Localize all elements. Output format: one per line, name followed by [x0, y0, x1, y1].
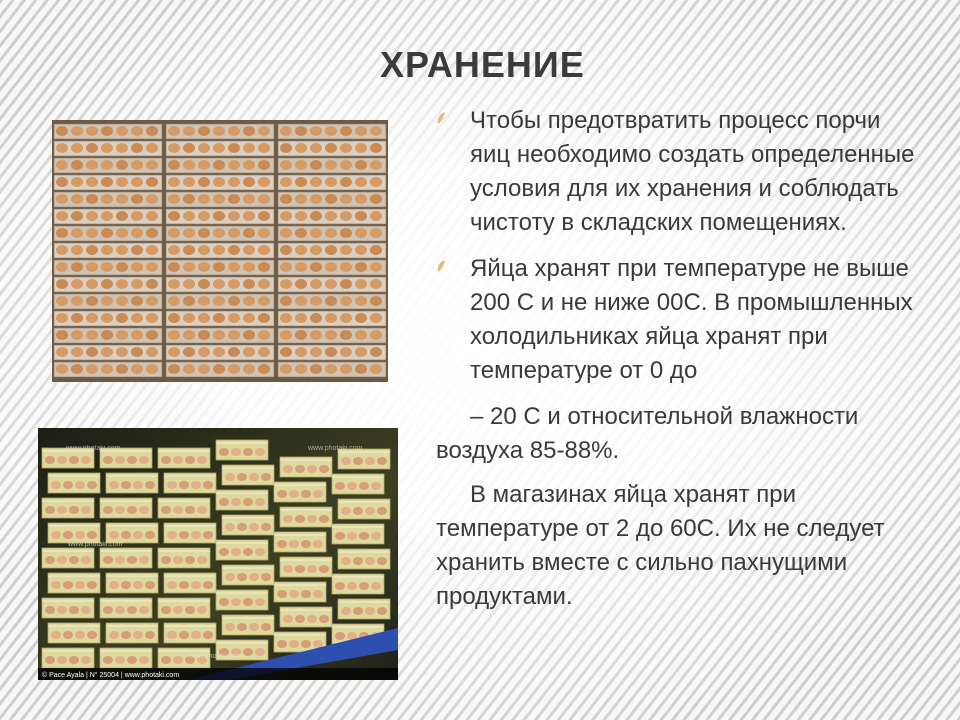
bullet-text: Яйца хранят при температуре не выше 200 С и не ниже 00С. В промышленных холодильниках яйца хранят при температуре от 0 до [470, 255, 913, 384]
slide-title: ХРАНЕНИЕ [380, 44, 585, 85]
egg-cartons-store-shelf-photo [38, 428, 398, 680]
egg-carton [48, 473, 100, 493]
egg-carton [42, 598, 94, 618]
egg-carton [100, 548, 152, 568]
photo-watermark: www.photaki.com [308, 445, 363, 452]
egg-carton [42, 498, 94, 518]
warehouse-photo-graphic [52, 120, 388, 382]
egg-tray-stack [278, 124, 386, 377]
bullet-item [436, 104, 920, 240]
photo-watermark: www.photaki.com [188, 653, 243, 660]
egg-tray-stack [54, 124, 162, 377]
paragraph-store-storage: В магазинах яйца хранят при температуре от 2 до 60С. Их не следует хранить вместе с сильно пахнущими продуктами. [436, 481, 885, 610]
store-photo-graphic [38, 428, 398, 680]
egg-carton [106, 523, 158, 543]
egg-carton [48, 573, 100, 593]
bullet-text: Чтобы предотвратить процесс порчи яиц необходимо создать определенные условия для их хранения и соблюдать чистоту в складских помещениях. [470, 107, 915, 236]
egg-carton [216, 590, 268, 610]
egg-carton [164, 623, 216, 643]
egg-carton [216, 440, 268, 460]
egg-carton [338, 599, 390, 619]
egg-carton [274, 482, 326, 502]
egg-carton [332, 574, 384, 594]
egg-carton [338, 449, 390, 469]
egg-carton [42, 648, 94, 668]
egg-carton [332, 474, 384, 494]
egg-carton [274, 582, 326, 602]
leaf-bullet-icon [436, 111, 446, 125]
egg-carton [100, 498, 152, 518]
egg-carton [158, 448, 210, 468]
egg-trays-warehouse-photo [52, 120, 388, 382]
egg-carton [158, 598, 210, 618]
egg-carton [106, 573, 158, 593]
egg-carton [48, 523, 100, 543]
egg-carton [338, 499, 390, 519]
egg-carton [106, 623, 158, 643]
egg-carton [280, 507, 332, 527]
egg-carton [100, 598, 152, 618]
egg-carton [274, 532, 326, 552]
bullet-item [436, 252, 920, 388]
egg-carton [216, 540, 268, 560]
leaf-bullet-icon [436, 259, 446, 273]
egg-carton [280, 607, 332, 627]
egg-tray-stack [166, 124, 274, 377]
egg-carton [106, 473, 158, 493]
egg-carton [164, 573, 216, 593]
egg-carton [222, 465, 274, 485]
egg-carton [164, 473, 216, 493]
egg-carton [222, 565, 274, 585]
egg-carton [338, 549, 390, 569]
egg-carton [332, 524, 384, 544]
egg-carton [158, 548, 210, 568]
paragraph-humidity: – 20 С и относительной влажности воздуха 85-88%. [436, 403, 859, 464]
egg-carton [158, 498, 210, 518]
egg-carton [222, 615, 274, 635]
egg-carton [164, 523, 216, 543]
egg-carton [280, 557, 332, 577]
egg-carton [48, 623, 100, 643]
slide-body [436, 104, 920, 624]
egg-carton [216, 490, 268, 510]
egg-carton [42, 548, 94, 568]
photo-credit: © Pace Ayala | N° 25004 | www.photaki.com [42, 672, 180, 679]
photo-watermark: www.photaki.com [68, 541, 123, 548]
egg-carton [100, 648, 152, 668]
photo-watermark: www.photaki.com [66, 445, 121, 452]
egg-carton [280, 457, 332, 477]
egg-carton [222, 515, 274, 535]
